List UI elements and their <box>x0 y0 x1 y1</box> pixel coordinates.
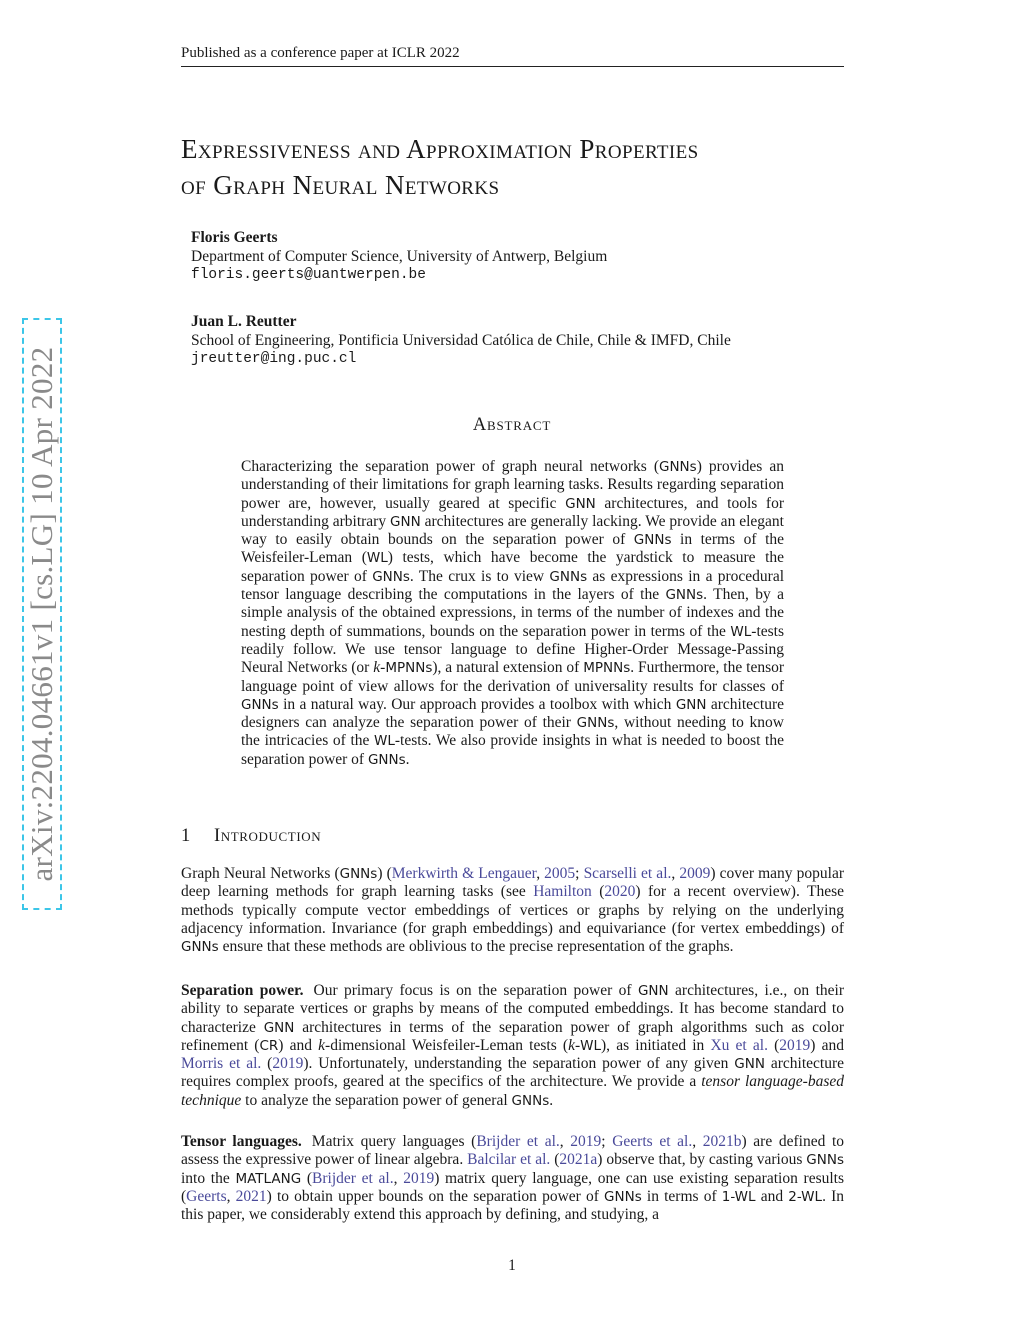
acronym: GNNs <box>241 696 279 713</box>
citation-year-link[interactable]: 2019 <box>570 1133 602 1150</box>
citation-link[interactable]: Balcilar et al. <box>467 1151 551 1169</box>
citation-link[interactable]: Hamilton <box>533 883 592 901</box>
acronym: MATLANG <box>235 1170 302 1187</box>
acronym: 1-WL <box>721 1188 756 1205</box>
acronym: GNNs <box>372 568 410 585</box>
acronym: WL <box>730 623 752 640</box>
citation-year-link[interactable]: 2005 <box>544 865 576 882</box>
intro-paragraph-1 <box>181 865 844 956</box>
body-text: . <box>549 1091 554 1109</box>
arxiv-stamp[interactable] <box>22 318 62 910</box>
body-text: ) observe that, by casting various <box>597 1151 807 1169</box>
acronym: GNNs <box>604 1188 642 1205</box>
citation-link[interactable]: Geerts <box>186 1187 227 1205</box>
citation-link[interactable]: Brijder et al. <box>476 1133 560 1150</box>
abstract-text: -tests. We also provide insights in what is needed to boost the separation power of <box>241 732 784 768</box>
citation-link[interactable]: Xu et al. <box>710 1036 768 1054</box>
emphasis: tensor language-based technique <box>181 1073 844 1109</box>
author-email[interactable]: floris.geerts@uantwerpen.be <box>191 267 426 283</box>
body-text: -dimensional Weisfeiler-Leman tests ( <box>325 1036 569 1054</box>
citation-link[interactable]: Scarselli et al. <box>583 865 672 882</box>
acronym: WL <box>366 550 388 567</box>
abstract-text: architectures, and tools for understanding arbitrary <box>241 494 784 530</box>
citation-year-link[interactable]: 2019 <box>272 1055 304 1073</box>
body-text: - <box>574 1036 581 1054</box>
acronym: GNNs <box>181 939 219 956</box>
acronym: MPNNs <box>385 660 433 677</box>
paper-title <box>181 131 851 203</box>
title-line-1: Expressiveness and Approximation Properties <box>181 134 699 164</box>
body-text: ) matrix query language, one can use existing separation results ( <box>181 1169 845 1205</box>
acronym: GNN <box>637 983 669 999</box>
abstract-text: architecture designers can analyze the separation power of their <box>241 695 784 732</box>
abstract-text: . <box>405 750 410 768</box>
arxiv-identifier: arXiv:2204.04661v1 [cs.LG] 10 Apr 2022 <box>24 346 59 882</box>
body-text: ( <box>591 883 605 901</box>
acronym: GNNs <box>367 751 406 768</box>
author-block-1 <box>191 228 851 285</box>
citation-year-link[interactable]: 2021b <box>702 1133 742 1150</box>
section-title: Introduction <box>214 826 322 846</box>
body-text: , <box>559 1133 571 1150</box>
body-text: ) ( <box>377 865 392 882</box>
body-text: ( <box>550 1151 560 1169</box>
abstract-body <box>241 458 784 769</box>
section-number: 1 <box>181 826 191 846</box>
abstract-heading: Abstract <box>472 415 552 435</box>
acronym: GNN <box>675 696 707 713</box>
body-text: ( <box>767 1036 780 1054</box>
acronym: 2-WL <box>788 1188 823 1205</box>
acronym: GNNs <box>633 532 672 549</box>
page-number: 1 <box>508 1257 516 1274</box>
abstract-text: in a natural way. Our approach provides a toolbox with which <box>278 695 676 713</box>
acronym: CR <box>259 1037 279 1054</box>
body-text: ), as initiated in <box>601 1036 711 1054</box>
citation-link[interactable]: Morris et al. <box>181 1055 262 1073</box>
abstract-text: as expressions in a procedural tensor language describing the computations in the layers of the <box>241 567 785 604</box>
body-text: ensure that these methods are oblivious to the precise representation of the graphs. <box>218 938 734 956</box>
body-text: ) are defined to assess the expressive power of linear algebra. <box>181 1133 845 1169</box>
abstract-text: ) tests, which have become the yardstick to measure the separation power of <box>241 549 784 585</box>
body-text: and <box>755 1187 789 1205</box>
acronym: GNNs <box>665 587 704 604</box>
abstract-text: in terms of the Weisfeiler-Leman ( <box>241 531 784 567</box>
abstract-text: -tests readily follow. We use tensor language to define Higher-Order Message-Passing Neural Networks (or <box>241 622 784 677</box>
title-line-2: of Graph Neural Networks <box>181 170 500 200</box>
author-affiliation: School of Engineering, Pontificia Universidad Católica de Chile, Chile & IMFD, Chile <box>191 332 731 349</box>
author-name: Floris Geerts <box>191 229 278 246</box>
running-header: Published as a conference paper at ICLR 2022 <box>181 44 844 67</box>
acronym: GNNs <box>511 1092 550 1109</box>
citation-year-link[interactable]: 2019 <box>779 1036 811 1054</box>
body-text: , <box>536 865 545 882</box>
paragraph-heading: Tensor languages. <box>181 1133 302 1150</box>
body-text: Graph Neural Networks ( <box>181 865 340 882</box>
body-text: , <box>226 1187 236 1205</box>
body-text: in terms of <box>641 1187 722 1205</box>
body-text: to analyze the separation power of general <box>241 1091 512 1109</box>
math-k: k <box>568 1036 575 1054</box>
body-text: ) and <box>278 1036 319 1054</box>
body-text: , <box>393 1169 404 1187</box>
abstract-text: , without needing to know the intricacies of the <box>241 714 784 750</box>
citation-link[interactable]: Merkwirth & Lengauer <box>391 865 537 882</box>
body-text: ) for a recent overview). These methods typically compute vector embeddings of vertices or graphs by relying on the underlying adjacency information. Invariance (for graph embeddings) and equivariance (for vertex embeddings) of <box>181 883 844 937</box>
math-k: k <box>373 659 381 677</box>
acronym: GNN <box>565 495 596 512</box>
acronym: GNN <box>390 513 421 530</box>
body-text: architecture requires complex proofs, geared at the specifics of the architecture. We provide a <box>181 1055 845 1091</box>
body-text: ; <box>575 865 584 882</box>
abstract-text: - <box>380 659 386 677</box>
acronym: GNN <box>263 1019 295 1036</box>
abstract-text: ), a natural extension of <box>432 659 584 677</box>
body-text: ). Unfortunately, understanding the separation power of any given <box>303 1055 735 1073</box>
acronym: GNNs <box>659 459 697 475</box>
body-text: architectures, i.e., on their ability to separate vertices or graphs by means of the computed embeddings. It has become standard to characterize <box>181 982 844 1036</box>
body-text: , <box>692 1133 703 1150</box>
citation-year-link[interactable]: 2021 <box>235 1187 267 1205</box>
abstract-text: architectures are generally lacking. We provide an elegant way to easily obtain bounds on the separation power of <box>241 512 784 549</box>
abstract-text: . Furthermore, the tensor language point of view allows for the derivation of universality results for classes of <box>241 659 785 695</box>
citation-year-link[interactable]: 2009 <box>679 865 711 882</box>
acronym: WL <box>580 1037 602 1054</box>
body-text: ) cover many popular deep learning methods for graph learning tasks (see <box>181 865 844 901</box>
body-text: ( <box>261 1055 273 1073</box>
acronym: GNNs <box>549 568 588 585</box>
body-text: , <box>671 865 680 882</box>
citation-year-link[interactable]: 2021a <box>559 1151 598 1169</box>
author-block-2 <box>191 312 851 369</box>
acronym: GNNs <box>806 1152 844 1169</box>
section-heading <box>181 826 321 847</box>
intro-paragraph-2 <box>181 982 844 1110</box>
acronym: WL <box>374 733 395 750</box>
body-text: architectures in terms of the separation power of graph algorithms such as color refinement ( <box>181 1018 845 1054</box>
author-name: Juan L. Reutter <box>191 313 297 330</box>
body-text: . In this paper, we considerably extend this approach by defining, and studying, a <box>181 1187 845 1224</box>
acronym: GNN <box>734 1056 765 1073</box>
body-text: ) and <box>810 1036 844 1054</box>
acronym: GNNs <box>576 715 615 732</box>
author-affiliation: Department of Computer Science, University of Antwerp, Belgium <box>191 248 608 265</box>
citation-year-link[interactable]: 2019 <box>403 1169 435 1187</box>
citation-link[interactable]: Brijder et al. <box>312 1169 394 1187</box>
abstract-text: . Then, by a simple analysis of the obtained expressions, in terms of the number of indexes and the nesting depth of summations, bounds on the separation power in terms of the <box>241 586 784 640</box>
paragraph-heading: Separation power. <box>181 982 304 999</box>
intro-paragraph-3 <box>181 1133 844 1224</box>
citation-year-link[interactable]: 2020 <box>604 883 636 901</box>
abstract-text: ) provides an understanding of their limitations for graph learning tasks. Results regarding separation power are, however, usually geared at specific <box>241 458 784 512</box>
acronym: GNNs <box>339 866 378 882</box>
body-text: Our primary focus is on the separation power of <box>313 982 638 999</box>
body-text: Matrix query languages ( <box>311 1133 477 1150</box>
body-text: ) to obtain upper bounds on the separation power of <box>266 1187 605 1205</box>
abstract-text: . The crux is to view <box>409 567 550 585</box>
math-k: k <box>318 1036 326 1054</box>
body-text: ; <box>601 1133 613 1150</box>
body-text: into the <box>181 1169 236 1187</box>
body-text: ( <box>301 1169 313 1187</box>
author-email[interactable]: jreutter@ing.puc.cl <box>191 351 357 367</box>
abstract-text: Characterizing the separation power of graph neural networks ( <box>241 458 659 475</box>
citation-link[interactable]: Geerts et al. <box>612 1133 693 1150</box>
acronym: MPNNs <box>583 660 631 677</box>
